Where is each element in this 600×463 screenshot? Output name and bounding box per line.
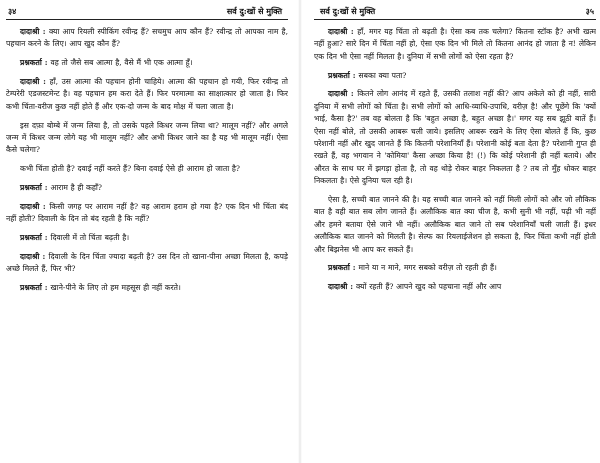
paragraph xyxy=(314,281,596,293)
speaker-label: प्रश्नकर्ता : xyxy=(20,283,51,293)
left-page-number: ३४ xyxy=(8,6,17,16)
paragraph-text: हाँ, मगर यह चिंता तो बढ़ती है। ऐसा कब तक चलेगा? कितना स्टॉक है? अभी खत्म नहीं हुआ? सारे दिन में चिंता नहीं हो, ऐसा एक दिन भी मिले तो कितना आनंद हो जाता है न! लेकिन एक दिन भी ऐसा नहीं मिलता है। दुनिया में सभी लोगों को ऐसा रहता है? xyxy=(314,27,596,61)
paragraph-text: कितने लोग आनंद में रहते हैं, उसकी तलाश नहीं की? आप अकेले को ही नहीं, सारी दुनिया में सभी लोगों को चिंता है। सभी लोगों को आधि-व्याधि-उपाधि, वरीज़ है! और पूछेंगे कि 'क्यों भाई, कैसा है?' तब वह बोलता है कि 'बहुत अच्छा है, बहुत अच्छा है।' मगर यह सब झूठी बातें हैं। ऐसा नहीं बोले, तो उसकी आबरू चली जाये। इसलिए आबरू रखने के लिए ऐसा बोलते हैं कि, कुछ परेशानी नहीं और खुद जानते हैं कि कितनी परेशानियाँ हैं। परेशानी कोई बता देता है? परेशानी गुप्त ही रखते हैं, वह भगवान ने 'कोमिया' कैसा अच्छा किया है! (!) कि कोई परेशानी ही नहीं बताये। और औरत के साथ घर में झगड़ा होता है, तो वह थोड़े रोकर बाहर निकलता है ? तब तो मुँह धोकर बाहर निकलता है। ऐसे दुनिया चल रही है। xyxy=(314,89,596,186)
right-page-number: ३५ xyxy=(585,6,594,16)
speaker-label: प्रश्नकर्ता : xyxy=(20,233,51,243)
paragraph xyxy=(314,194,596,256)
paragraph-text: हाँ, उस आत्मा की पहचान होनी चाहिये। आत्मा की पहचान हो गयी, फिर रवीन्द्र तो टेम्परेरी एडजस्टमेन्ट है। वह पहचान हम करा देते हैं। फिर परमात्मा का साक्षात्कार हो जाता है। फिर कभी चिंता-वरीज कुछ नहीं होते हैं और एक-दो जन्म के बाद मोक्ष में चला जाता है। xyxy=(6,77,288,111)
paragraph-text: क्यों रहती हैं? आपने खुद को पहचाना नहीं और आप xyxy=(356,282,502,292)
left-running-title: सर्व दु:खों से मुक्ति xyxy=(226,6,282,16)
paragraph-text: दिवाली में तो चिंता बढ़ती है। xyxy=(50,233,130,243)
right-page-header xyxy=(314,4,596,18)
speaker-label: प्रश्नकर्ता : xyxy=(328,263,359,273)
right-header-rule xyxy=(314,19,596,20)
left-header-rule xyxy=(6,19,288,20)
speaker-label: दादाश्री : xyxy=(20,77,50,86)
left-page xyxy=(6,0,288,463)
paragraph xyxy=(314,70,596,82)
paragraph xyxy=(6,163,288,175)
speaker-label: दादाश्री : xyxy=(20,251,49,261)
left-page-body xyxy=(6,26,288,294)
paragraph xyxy=(6,120,288,157)
paragraph xyxy=(6,182,288,194)
paragraph-text: किसी जगह पर आराम नहीं है? वह आराम हराम हो गया है? एक दिन भी चिंता बंद नहीं होती? दिवाली के दिन तो बंद रहती है कि नहीं? xyxy=(6,201,288,224)
paragraph xyxy=(6,232,288,244)
paragraph xyxy=(6,282,288,294)
paragraph xyxy=(314,262,596,274)
paragraph xyxy=(6,251,288,276)
paragraph-text: सबका क्या पता? xyxy=(358,70,407,80)
right-page xyxy=(314,0,596,463)
paragraph-text: खाने-पीने के लिए तो हम महसूस ही नहीं करते। xyxy=(50,283,181,293)
speaker-label: दादाश्री : xyxy=(328,89,358,99)
book-gutter xyxy=(298,0,302,463)
paragraph-text: क्या आप रियली स्पीकिंग रवीन्द्र हैं? सचमुच आप कौन हैं? रवीन्द्र तो आपका नाम है, पहचान करने के लिए। आप खुद कौन हैं? xyxy=(6,27,288,49)
speaker-label: प्रश्नकर्ता : xyxy=(328,70,359,80)
paragraph-text: ऐसा है, सच्ची बात जानने की है। यह सच्ची बात जानने को नहीं मिली लोगों को और जो लौकिक बात है वही बात सब लोग जानते हैं। अलौकिक बात क्या चीज है, कभी सुनी भी नहीं, पढ़ी भी नहीं और हमने बताया ऐसे जाने भी नहीं। अलौकिक बात जाने तो सब परेशानियाँ चली जाती हैं। इधर अलौकिक बात जानने को मिलती है। सेल्फ का रियलाईजेशन हो सकता है, फिर चिंता कभी नहीं होती और बिझनेस भी आप कर सकते हैं। xyxy=(314,195,596,254)
paragraph xyxy=(314,88,596,187)
paragraph-text: दिवाली के दिन चिंता ज्यादा बढ़ती है? उस दिन तो खाना-पीना अच्छा मिलता है, कपड़े अच्छे मिलते हैं, फिर भी? xyxy=(6,251,288,274)
paragraph-text: माने या न माने, मगर सबको वरीज़ तो रहती ही हैं। xyxy=(358,263,497,273)
paragraph-text: वह तो जैसे सब आत्मा है, वैसे मैं भी एक आत्मा हूँ। xyxy=(50,58,193,68)
paragraph-text: इस दफ़ा बोम्बे में जन्म लिया है, तो उसके पहले किधर जन्म लिया था? मालूम नहीं? और अगले जन्म में किधर जन्म लोगे यह भी मालूम नहीं? और अभी किधर जाने का है यह भी मालूम नहीं। ऐसा कैसे चलेगा? xyxy=(6,120,288,155)
right-page-body xyxy=(314,26,596,294)
speaker-label: प्रश्नकर्ता : xyxy=(20,58,51,68)
paragraph xyxy=(6,76,288,113)
speaker-label: दादाश्री : xyxy=(328,27,358,36)
speaker-label: दादाश्री : xyxy=(20,27,49,36)
left-page-header xyxy=(6,4,288,18)
paragraph-text: कभी चिंता होती है? दवाई नहीं करते हैं? बिना दवाई ऐसे ही आराम हो जाता है? xyxy=(20,164,240,174)
paragraph xyxy=(6,57,288,69)
paragraph xyxy=(6,26,288,51)
paragraph-text: आराम है ही कहाँ? xyxy=(50,183,102,193)
right-running-title: सर्व दु:खों से मुक्ति xyxy=(320,6,376,16)
paragraph xyxy=(6,201,288,226)
speaker-label: दादाश्री : xyxy=(20,201,50,211)
speaker-label: दादाश्री : xyxy=(328,282,357,292)
paragraph xyxy=(314,26,596,63)
speaker-label: प्रश्नकर्ता : xyxy=(20,183,51,193)
